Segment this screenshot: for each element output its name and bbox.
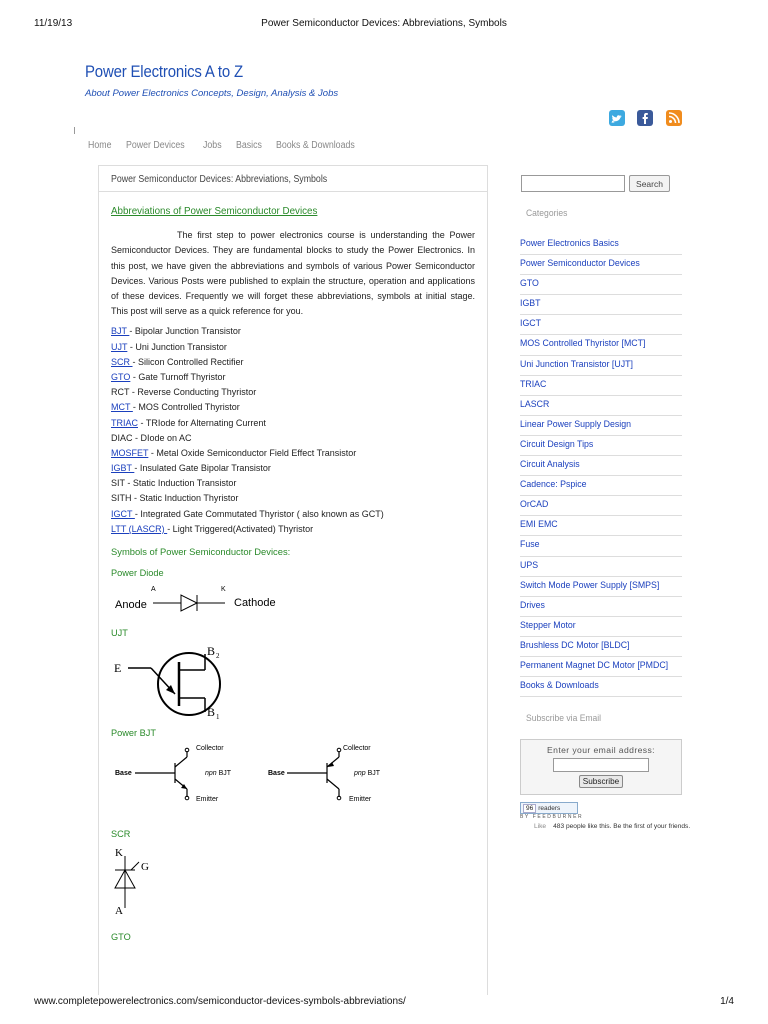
rss-icon[interactable]: [666, 110, 682, 126]
scr-label: SCR: [111, 828, 131, 839]
diode-cathode-label: Cathode: [234, 597, 276, 610]
power-diode-symbol: [111, 581, 311, 619]
nav-power-devices[interactable]: Power Devices: [125, 140, 185, 151]
abbreviation-description: - MOS Controlled Thyristor: [132, 402, 240, 413]
npn-base-label: Base: [115, 769, 132, 777]
abbreviation-description: - Insulated Gate Bipolar Transistor: [134, 463, 271, 474]
category-link[interactable]: Books & Downloads: [520, 677, 682, 697]
category-link[interactable]: EMI EMC: [520, 516, 682, 536]
facebook-like-row: [534, 823, 690, 830]
abbreviation-item: [111, 400, 475, 415]
abbreviation-item: [111, 416, 475, 431]
print-title: Power Semiconductor Devices: Abbreviations, Symbols: [261, 18, 507, 29]
email-field[interactable]: [553, 758, 649, 772]
intro-text: The first step to power electronics course is understanding the Power Semiconductor Devices. They are fundamental blocks to study the Power Electronics. In this post, we have given the abbreviations and symbols of various Power Semiconductor Devices. Various Posts were published to explain the structure, operation and applications of these devices. Frequently we will forget these abbreviations, symbols at initial stage. This post will serve as a quick reference for you.: [111, 230, 475, 317]
category-link[interactable]: LASCR: [520, 396, 682, 416]
site-title[interactable]: Power Electronics A to Z: [85, 62, 243, 81]
category-link[interactable]: Power Semiconductor Devices: [520, 255, 682, 275]
category-link[interactable]: MOS Controlled Thyristor [MCT]: [520, 335, 682, 355]
nav-home[interactable]: Home: [88, 140, 112, 151]
npn-emitter-label: Emitter: [196, 795, 219, 803]
abbreviation-item: [111, 355, 475, 370]
abbreviation-link[interactable]: LTT (LASCR): [111, 523, 168, 534]
print-url: www.completepowerelectronics.com/semiconductor-devices-symbols-abbreviations/: [34, 996, 406, 1007]
npn-collector-label: Collector: [196, 744, 224, 752]
abbreviation-term: SIT: [111, 478, 125, 489]
intro-paragraph: [111, 228, 475, 319]
abbreviation-description: - Light Triggered(Activated) Thyristor: [167, 523, 314, 534]
abbreviation-term: RCT: [111, 387, 130, 398]
category-link[interactable]: GTO: [520, 275, 682, 295]
category-link[interactable]: Circuit Analysis: [520, 456, 682, 476]
category-link[interactable]: OrCAD: [520, 496, 682, 516]
pnp-type-label: [353, 770, 381, 777]
main-nav: [88, 140, 376, 151]
npn-type-label: [205, 770, 232, 777]
category-link[interactable]: Stepper Motor: [520, 617, 682, 637]
category-link[interactable]: Cadence: Pspice: [520, 476, 682, 496]
abbreviation-description: - Uni Junction Transistor: [127, 341, 227, 352]
print-date: 11/19/13: [34, 18, 73, 29]
abbreviation-description: - Gate Turnoff Thyristor: [130, 371, 226, 382]
abbreviation-item: [111, 370, 475, 385]
subscribe-label: Enter your email address:: [547, 745, 655, 755]
abbreviation-item: [111, 476, 475, 491]
abbreviation-link[interactable]: MOSFET: [111, 447, 149, 458]
abbreviation-link[interactable]: BJT: [111, 326, 130, 337]
abbreviation-item: [111, 507, 475, 522]
scr-k-label: K: [115, 847, 123, 860]
post-panel: [98, 165, 488, 995]
abbreviation-description: - Silicon Controlled Rectifier: [132, 356, 244, 367]
category-link[interactable]: Permanent Magnet DC Motor [PMDC]: [520, 657, 682, 677]
nav-books-downloads[interactable]: Books & Downloads: [275, 140, 355, 151]
category-link[interactable]: Circuit Design Tips: [520, 436, 682, 456]
abbreviation-link[interactable]: MCT: [111, 402, 133, 413]
search-button[interactable]: Search: [629, 175, 670, 192]
abbreviation-item: [111, 446, 475, 461]
subscribe-heading: Subscribe via Email: [526, 713, 602, 724]
abbreviation-list: [111, 324, 475, 537]
abbreviation-item: [111, 431, 475, 446]
power-bjt-symbol: [111, 741, 411, 807]
diode-a-label: A: [151, 586, 156, 594]
category-link[interactable]: Linear Power Supply Design: [520, 416, 682, 436]
category-link[interactable]: Power Electronics Basics: [520, 235, 682, 255]
abbreviation-link[interactable]: SCR: [111, 356, 133, 367]
ujt-b2-label: B: [207, 643, 216, 658]
feedburner-text: readers: [538, 804, 561, 812]
abbreviation-description: - Reverse Conducting Thyristor: [129, 387, 257, 398]
ujt-label: UJT: [111, 628, 128, 639]
search-input[interactable]: [521, 175, 625, 192]
category-link[interactable]: IGBT: [520, 295, 682, 315]
category-link[interactable]: Uni Junction Transistor [UJT]: [520, 356, 682, 376]
scr-a-label: A: [115, 905, 123, 918]
diode-k-label: K: [221, 586, 226, 594]
like-text: 483 people like this. Be the first of your friends.: [553, 823, 691, 830]
abbreviations-heading: Abbreviations of Power Semiconductor Devices: [111, 206, 318, 217]
abbreviation-description: - Static Induction Thyristor: [131, 493, 239, 504]
abbreviation-link[interactable]: GTO: [111, 371, 131, 382]
post-title-bar: [99, 166, 487, 192]
pnp-emitter-label: Emitter: [349, 795, 372, 803]
pnp-base-label: Base: [268, 769, 285, 777]
categories-heading: Categories: [526, 208, 568, 219]
feedburner-count: 96: [523, 804, 536, 813]
abbreviation-description: - Bipolar Junction Transistor: [129, 326, 241, 337]
gto-label: GTO: [111, 932, 131, 943]
category-link[interactable]: UPS: [520, 557, 682, 577]
subscribe-button[interactable]: Subscribe: [579, 775, 623, 788]
scr-symbol: [111, 842, 231, 918]
scr-g-label: G: [141, 861, 149, 874]
facebook-icon[interactable]: [637, 110, 653, 126]
power-bjt-label: Power BJT: [111, 727, 156, 738]
abbreviation-item: [111, 491, 475, 506]
abbreviation-link[interactable]: UJT: [111, 341, 128, 352]
twitter-icon[interactable]: [609, 110, 625, 126]
post-title[interactable]: Power Semiconductor Devices: Abbreviations, Symbols: [111, 174, 328, 185]
ujt-symbol: [111, 642, 311, 722]
power-diode-label: Power Diode: [111, 568, 164, 579]
ujt-b1-sub: 1: [216, 712, 220, 721]
pnp-suffix: BJT: [365, 769, 381, 777]
diode-anode-label: Anode: [115, 599, 147, 612]
post-content: [111, 204, 475, 945]
category-link[interactable]: Switch Mode Power Supply [SMPS]: [520, 577, 682, 597]
symbols-heading: Symbols of Power Semiconductor Devices:: [111, 546, 291, 558]
abbreviation-item: [111, 324, 475, 339]
abbreviation-item: [111, 385, 475, 400]
abbreviation-term: DIAC: [111, 432, 133, 443]
abbreviation-term: SITH: [111, 493, 132, 504]
category-list: [520, 235, 682, 697]
nav-jobs[interactable]: Jobs: [203, 140, 222, 151]
npn-suffix: BJT: [216, 769, 232, 777]
abbreviation-description: - Static Induction Transistor: [124, 478, 237, 489]
abbreviation-item: [111, 522, 475, 537]
pnp-collector-label: Collector: [343, 744, 371, 752]
like-button[interactable]: Like: [534, 823, 547, 830]
ujt-b1-label: B: [207, 704, 216, 719]
ujt-b2-sub: 2: [216, 651, 220, 660]
abbreviation-description: - Metal Oxide Semiconductor Field Effect Transistor: [148, 447, 357, 458]
category-link[interactable]: Brushless DC Motor [BLDC]: [520, 637, 682, 657]
subscribe-box: [520, 739, 682, 795]
category-link[interactable]: IGCT: [520, 315, 682, 335]
category-link[interactable]: Drives: [520, 597, 682, 617]
divider: [74, 127, 75, 134]
site-description: About Power Electronics Concepts, Design, Analysis & Jobs: [85, 88, 339, 99]
category-link[interactable]: TRIAC: [520, 376, 682, 396]
ujt-e-label: E: [114, 660, 122, 675]
feedburner-by: BY FEEDBURNER: [520, 814, 584, 820]
pnp-type: pnp: [354, 769, 366, 777]
feedburner-badge[interactable]: [520, 802, 578, 814]
abbreviation-item: [111, 340, 475, 355]
category-link[interactable]: Fuse: [520, 536, 682, 556]
abbreviation-link[interactable]: IGBT: [111, 463, 135, 474]
abbreviation-item: [111, 461, 475, 476]
abbreviation-description: - TRIode for Alternating Current: [138, 417, 266, 428]
abbreviation-link[interactable]: TRIAC: [111, 417, 138, 428]
abbreviation-description: - DIode on AC: [132, 432, 192, 443]
print-page: 1/4: [720, 996, 734, 1007]
abbreviation-link[interactable]: IGCT: [111, 508, 135, 519]
nav-basics[interactable]: Basics: [235, 140, 262, 151]
npn-type: npn: [205, 769, 217, 777]
abbreviation-description: - Integrated Gate Commutated Thyristor ( also known as GCT): [134, 508, 384, 519]
